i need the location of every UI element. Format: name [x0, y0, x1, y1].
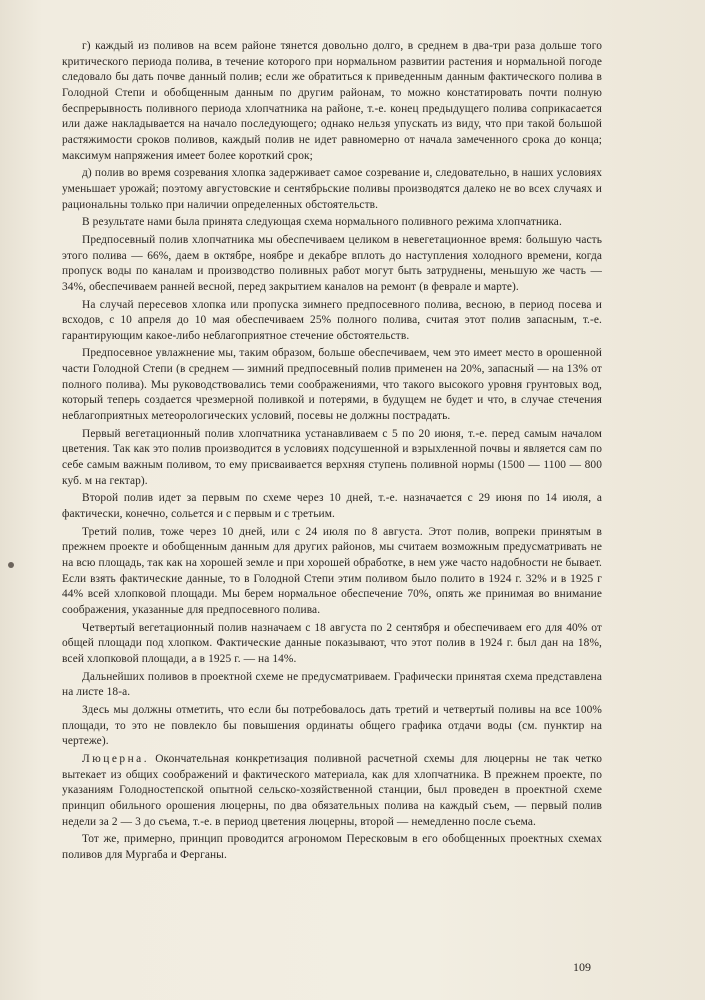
body-text [62, 39, 602, 865]
paragraph-first-irrigation: Первый вегетационный полив хлопчатника устанавливаем с 5 по 20 июня, т.-е. перед самым началом цветения. Так как это полив производится в условиях подсушенной и взрыхленной почвы и является сам по себе самым важным поливом, то ему присваивается верхняя ступень поливной нормы (1500 — 1100 — 800 куб. м на гектар). [62, 427, 602, 487]
paragraph-second-irrigation: Второй полив идет за первым по схеме через 10 дней, т.-е. назначается с 29 июня по 14 июля, а фактически, конечно, сольется и с первым и с третьим. [62, 492, 602, 521]
margin-mark [8, 562, 14, 568]
paragraph-lucerne [62, 752, 602, 830]
paragraph-note: Здесь мы должны отметить, что если бы потребовалось дать третий и четвертый поливы на все 100% площади, то это не повлекло бы повышения ординаты общего графика отдачи воды (см. пунктир на чертеже). [62, 703, 602, 748]
paragraph-final: Тот же, примерно, принцип проводится агрономом Пересковым в его обобщенных проектных схемах поливов для Мургаба и Ферганы. [62, 833, 602, 861]
page-number: 109 [573, 960, 591, 974]
paragraph-further: Дальнейших поливов в проектной схеме не предусматриваем. Графически принятая схема представлена на листе 18-а. [62, 670, 602, 699]
paragraph-moistening: Предпосевное увлажнение мы, таким образом, больше обеспечиваем, чем это имеет место в орошенной части Голодной Степи (в среднем — зимний предпосевный полив применен на 20%, запасный — на 13% от полного полива). Мы руководствовались теми соображениями, что такого высокого уровня грунтовых вод, который теперь создается чрезмерной поливкой и потерями, в будущем не будет и что, в случае стечения неблагоприятных метеорологических условий, посевы не должны пострадать. [62, 347, 602, 423]
paragraph-reserve: На случай пересевов хлопка или пропуска зимнего предпосевного полива, весною, в период посева и всходов, с 10 апреля до 10 мая обеспечиваем 25% полного полива, считая этот полив запасным, т.-е. гарантирующим какое-либо неблагоприятное стечение обстоятельств. [62, 298, 602, 342]
paragraph-presowing: Предпосевный полив хлопчатника мы обеспечиваем целиком в невегетационное время: большую часть этого полива — 66%, даем в октябре, ноябре и декабре вплоть до наступления холодного времени, когда пропуск воды по каналам и производство поливных работ могут быть затруднены, меньшую же часть — 34%, обеспечиваем ранней весной, перед закрытием каналов на ремонт (в феврале и марте). [62, 233, 602, 293]
paragraph-third-irrigation: Третий полив, тоже через 10 дней, или с 24 июля по 8 августа. Этот полив, вопреки принятым в прежнем проекте и обобщенным данным для других районов, мы считаем возможным предусматривать не на всю площадь, так как на хорошей земле и при хорошей обработке, в нем уже часто надобности не бывает. Если взять фактические данные, то в Голодной Степи этим поливом было полито в 1924 г. 32% и в 1925 г 44% всей хлопковой площади. Мы берем нормальное обеспечение 70%, опять же принимая во внимание соображения, указанные для предпосевного полива. [62, 525, 602, 616]
lucerne-heading: Люцерна. [82, 752, 150, 765]
paragraph-scheme-intro: В результате нами была принята следующая схема нормального поливного режима хлопчатника. [82, 216, 562, 229]
paragraph-d: д) полив во время созревания хлопка задерживает самое созревание и, следовательно, в наших условиях уменьшает урожай; поэтому августовские и сентябрьские поливы производятся далеко не во всех случаях и рациональны только при наличии определенных обстоятельств. [62, 167, 602, 211]
paragraph-g: г) каждый из поливов на всем районе тянется довольно долго, в среднем в два-три раза дольше того критического периода полива, в течение которого при нормальном развитии растения и нормальной погоде следовало бы дать почве данный полив; если же обратиться к приведенным данным фактического полива в Голодной Степи и обобщенным данным по другим районам, то можно констатировать почти полную беспрерывность поливного периода хлопчатника на районе, т.-е. конец предыдущего полива соприкасается или даже накладывается на начало последующего; однако нельзя упускать из виду, что при такой большой растяжимости сроков поливов, каждый полив не идет равномерно от начала замеченного срока до конца; максимум напряжения имеет более короткий срок; [62, 40, 602, 162]
paragraph-fourth-irrigation: Четвертый вегетационный полив назначаем с 18 августа по 2 сентября и обеспечиваем его для 40% от общей площади под хлопком. Фактические данные показывают, что этот полив в 1924 г. был дан на 18%, всей хлопковой площади, а в 1925 г. — на 14%. [62, 621, 602, 665]
lucerne-text: Окончательная конкретизация поливной расчетной схемы для люцерны не так четко вытекает из общих соображений и фактического материала, как для хлопчатника. В прежнем проекте, по указаниям Голодностепской опытной сельско-хозяйственной станции, был проведен в проектной схеме принцип обильного орошения люцерны, по два обязательных полива на каждый съем, — первый полив недели за 2 — 3 до съема, т.-е. в период цветения люцерны, второй — немедленно после съема. [62, 752, 602, 828]
